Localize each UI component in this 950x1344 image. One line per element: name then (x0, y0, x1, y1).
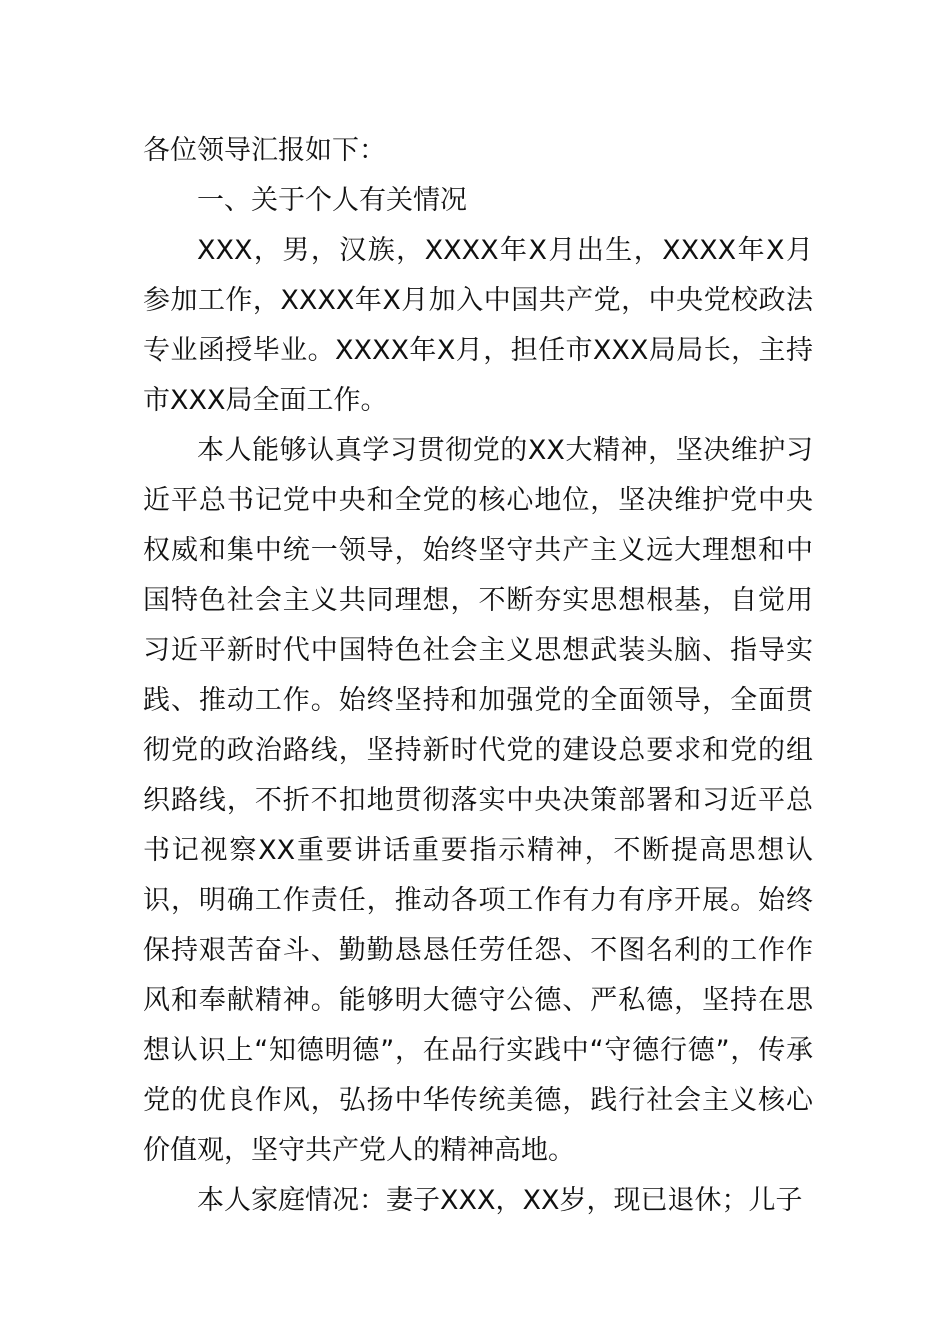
section-heading: 一、关于个人有关情况 (197, 185, 467, 216)
paragraph-personal-info: XXX，男，汉族，XXXX年X月出生，XXXX年X月参加工作，XXXX年X月加入中国共产党，中央党校政法专业函授毕业。XXXX年X月，担任市XXX局局长，主持市XXX局全面工作。 (143, 235, 813, 416)
paragraph-political-stance: 本人能够认真学习贯彻党的XX大精神，坚决维护习近平总书记党中央和全党的核心地位，坚决维护党中央权威和集中统一领导，始终坚守共产主义远大理想和中国特色社会主义共同理想，不断夯实思想根基，自觉用习近平新时代中国特色社会主义思想武装头脑、指导实践、推动工作。始终坚持和加强党的全面领导，全面贯彻党的政治路线，坚持新时代党的建设总要求和党的组织路线，不折不扣地贯彻落实中央决策部署和习近平总书记视察XX重要讲话重要指示精神，不断提高思想认识，明确工作责任，推动各项工作有力有序开展。始终保持艰苦奋斗、勤勤恳恳任劳任怨、不图名利的工作作风和奉献精神。能够明大德守公德、严私德，坚持在思想认识上“知德明德”，在品行实践中“守德行德”，传承党的优良作风，弘扬中华传统美德，践行社会主义核心价值观，坚守共产党人的精神高地。 (143, 435, 813, 1166)
paragraph-family-info: 本人家庭情况：妻子XXX，XX岁，现已退休；儿子 (197, 1185, 803, 1216)
document-body (143, 126, 813, 1226)
greeting-line: 各位领导汇报如下： (143, 135, 386, 166)
